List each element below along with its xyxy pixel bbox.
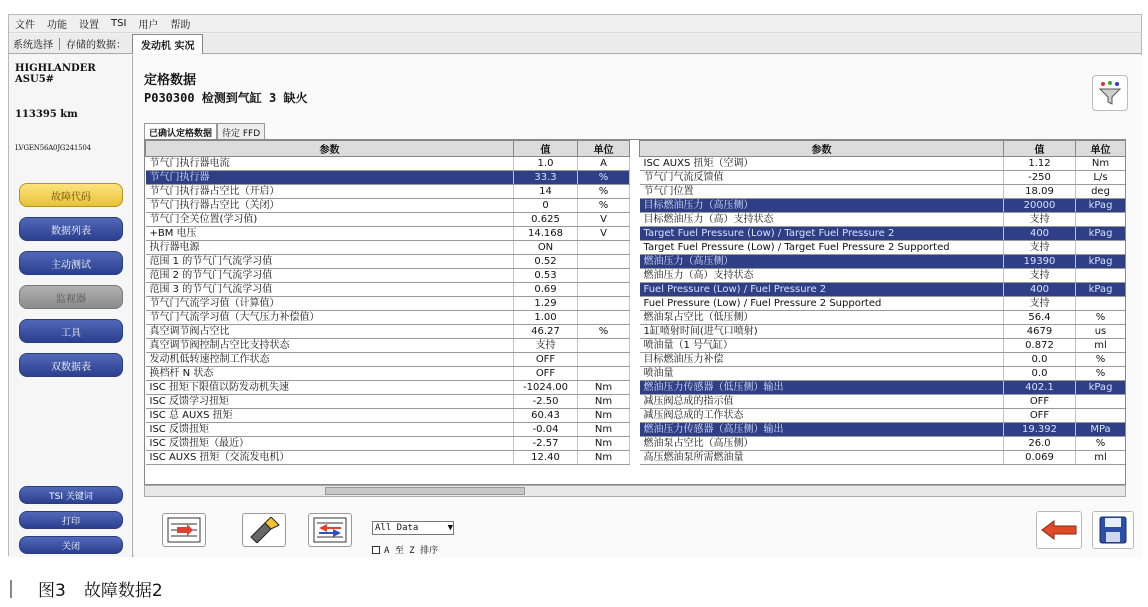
- table-row[interactable]: [640, 227, 1126, 241]
- menu-bar: [9, 15, 1141, 33]
- value-cell: -250: [1004, 171, 1076, 185]
- table-row[interactable]: [146, 395, 630, 409]
- value-cell: 400: [1004, 283, 1076, 297]
- param-cell: 节气门位置: [640, 185, 1004, 199]
- unit-cell: ml: [1076, 451, 1126, 465]
- unit-cell: ml: [1076, 339, 1126, 353]
- bottom-toolbar: [134, 507, 1142, 557]
- table-row[interactable]: [146, 171, 630, 185]
- unit-cell: V: [578, 227, 630, 241]
- scrollbar-thumb[interactable]: [325, 487, 525, 495]
- menu-tsi[interactable]: TSI: [111, 18, 127, 29]
- print-button[interactable]: 打印: [19, 511, 123, 529]
- filter-icon: [1097, 80, 1123, 106]
- main-panel: [134, 55, 1142, 557]
- unit-cell: [578, 283, 630, 297]
- value-cell: 支持: [1004, 241, 1076, 255]
- param-cell: 节气门执行器占空比（关闭）: [146, 199, 514, 213]
- nav-divider: [59, 38, 60, 50]
- value-cell: 400: [1004, 227, 1076, 241]
- monitor-button[interactable]: 监视器: [19, 285, 123, 309]
- param-cell: 燃油压力传感器（高压侧）输出: [640, 423, 1004, 437]
- table-row[interactable]: [640, 451, 1126, 465]
- data-list-button[interactable]: 数据列表: [19, 217, 123, 241]
- unit-cell: [1076, 241, 1126, 255]
- sort-checkbox[interactable]: [372, 546, 380, 554]
- table-row[interactable]: [640, 297, 1126, 311]
- unit-cell: [578, 241, 630, 255]
- unit-cell: %: [578, 199, 630, 213]
- param-cell: 范围 3 的节气门气流学习值: [146, 283, 514, 297]
- unit-cell: us: [1076, 325, 1126, 339]
- app-window: [8, 14, 1142, 556]
- param-cell: 减压阀总成的指示值: [640, 395, 1004, 409]
- unit-cell: [1076, 409, 1126, 423]
- table-row[interactable]: [146, 339, 630, 353]
- value-cell: 0.0: [1004, 367, 1076, 381]
- unit-cell: [578, 269, 630, 283]
- unit-cell: [1076, 213, 1126, 227]
- value-cell: 0.69: [514, 283, 578, 297]
- tsi-keyword-button[interactable]: TSI 关键词: [19, 486, 123, 504]
- table-row[interactable]: [146, 423, 630, 437]
- param-cell: 执行器电源: [146, 241, 514, 255]
- table-row[interactable]: [146, 255, 630, 269]
- column-header-param[interactable]: 参数: [640, 141, 1004, 157]
- param-cell: Fuel Pressure (Low) / Fuel Pressure 2: [640, 283, 1004, 297]
- value-cell: 14: [514, 185, 578, 199]
- table-row[interactable]: [640, 269, 1126, 283]
- dtc-subtitle: P030300 检测到气缸 3 缺火: [144, 91, 308, 105]
- param-cell: 范围 1 的节气门气流学习值: [146, 255, 514, 269]
- vehicle-info: [9, 55, 132, 160]
- tab-confirmed-ffd[interactable]: 已确认定格数据: [144, 123, 217, 139]
- column-header-param[interactable]: 参数: [146, 141, 514, 157]
- unit-cell: [578, 255, 630, 269]
- vehicle-mileage: 113395 km: [15, 109, 78, 120]
- value-cell: 4679: [1004, 325, 1076, 339]
- breadcrumb: [9, 34, 1141, 54]
- unit-cell: kPag: [1076, 255, 1126, 269]
- param-cell: 真空调节阀控制占空比支持状态: [146, 339, 514, 353]
- value-cell: 支持: [514, 339, 578, 353]
- param-cell: 喷油量（1 号气缸）: [640, 339, 1004, 353]
- value-cell: 支持: [1004, 213, 1076, 227]
- unit-cell: [1076, 269, 1126, 283]
- tab-pending-ffd[interactable]: 待定 FFD: [217, 123, 265, 139]
- param-cell: 节气门执行器电流: [146, 157, 514, 171]
- unit-cell: MPa: [1076, 423, 1126, 437]
- param-cell: ISC 扭矩下限值以防发动机失速: [146, 381, 514, 395]
- column-header-unit[interactable]: 单位: [578, 141, 630, 157]
- table-row[interactable]: [640, 353, 1126, 367]
- vehicle-model: HIGHLANDER ASU5#: [15, 63, 96, 85]
- table-row[interactable]: [640, 395, 1126, 409]
- value-cell: 1.0: [514, 157, 578, 171]
- param-cell: 燃油压力（高压侧）: [640, 255, 1004, 269]
- unit-cell: %: [578, 325, 630, 339]
- param-cell: ISC 反馈扭矩: [146, 423, 514, 437]
- value-cell: 0.52: [514, 255, 578, 269]
- value-cell: 20000: [1004, 199, 1076, 213]
- value-cell: -2.57: [514, 437, 578, 451]
- param-cell: ISC AUXS 扭矩（空调）: [640, 157, 1004, 171]
- data-filter-select[interactable]: [372, 521, 454, 535]
- unit-cell: Nm: [578, 437, 630, 451]
- param-cell: 真空调节阀占空比: [146, 325, 514, 339]
- unit-cell: A: [578, 157, 630, 171]
- value-cell: 19.392: [1004, 423, 1076, 437]
- value-cell: -2.50: [514, 395, 578, 409]
- menu-user[interactable]: 用户: [138, 20, 159, 31]
- table-row[interactable]: [146, 451, 630, 465]
- unit-cell: %: [1076, 367, 1126, 381]
- unit-cell: kPag: [1076, 381, 1126, 395]
- table-row[interactable]: [146, 185, 630, 199]
- table-row[interactable]: [146, 199, 630, 213]
- unit-cell: Nm: [578, 451, 630, 465]
- table-row[interactable]: [146, 283, 630, 297]
- param-cell: ISC 反馈扭矩（最近）: [146, 437, 514, 451]
- param-cell: Fuel Pressure (Low) / Fuel Pressure 2 Supported: [640, 297, 1004, 311]
- data-grid: [144, 139, 1126, 485]
- param-cell: 喷油量: [640, 367, 1004, 381]
- table-row[interactable]: [640, 213, 1126, 227]
- unit-cell: V: [578, 213, 630, 227]
- param-cell: 目标燃油压力（高）支持状态: [640, 213, 1004, 227]
- menu-help[interactable]: 帮助: [170, 20, 191, 31]
- table-row[interactable]: [640, 157, 1126, 171]
- param-cell: 节气门气流学习值（计算值）: [146, 297, 514, 311]
- unit-cell: %: [578, 185, 630, 199]
- param-cell: 发动机低转速控制工作状态: [146, 353, 514, 367]
- value-cell: 0.0: [1004, 353, 1076, 367]
- unit-cell: %: [578, 171, 630, 185]
- column-header-value[interactable]: 值: [514, 141, 578, 157]
- chevron-down-icon: ▼: [447, 523, 453, 533]
- value-cell: -1024.00: [514, 381, 578, 395]
- param-cell: Target Fuel Pressure (Low) / Target Fuel Pressure 2: [640, 227, 1004, 241]
- value-cell: -0.04: [514, 423, 578, 437]
- unit-cell: Nm: [1076, 157, 1126, 171]
- floppy-disk-icon: [1098, 515, 1128, 545]
- compare-button[interactable]: [308, 513, 352, 547]
- sort-label: A 至 Z 排序: [384, 546, 439, 556]
- table-row[interactable]: [146, 325, 630, 339]
- value-cell: 支持: [1004, 297, 1076, 311]
- value-cell: 402.1: [1004, 381, 1076, 395]
- table-row[interactable]: [640, 283, 1126, 297]
- param-cell: 节气门气流学习值（大气压力补偿值）: [146, 311, 514, 325]
- sidebar: [9, 55, 133, 557]
- value-cell: 1.00: [514, 311, 578, 325]
- unit-cell: [578, 339, 630, 353]
- param-cell: 燃油压力传感器（低压侧）输出: [640, 381, 1004, 395]
- value-cell: 0.625: [514, 213, 578, 227]
- param-cell: 目标燃油压力（高压侧）: [640, 199, 1004, 213]
- unit-cell: [578, 367, 630, 381]
- nav-stored-data[interactable]: 存储的数据：: [66, 40, 126, 51]
- value-cell: OFF: [514, 353, 578, 367]
- param-cell: Target Fuel Pressure (Low) / Target Fuel Pressure 2 Supported: [640, 241, 1004, 255]
- unit-cell: kPag: [1076, 283, 1126, 297]
- table-row[interactable]: [640, 367, 1126, 381]
- value-cell: OFF: [1004, 409, 1076, 423]
- value-cell: 14.168: [514, 227, 578, 241]
- arrow-left-icon: [1040, 519, 1078, 541]
- tab-engine-live[interactable]: 发动机 实况: [132, 34, 203, 54]
- unit-cell: [578, 311, 630, 325]
- value-cell: 60.43: [514, 409, 578, 423]
- param-cell: +BM 电压: [146, 227, 514, 241]
- menu-settings[interactable]: 设置: [79, 20, 99, 31]
- unit-cell: %: [1076, 437, 1126, 451]
- param-cell: 燃油压力（高）支持状态: [640, 269, 1004, 283]
- value-cell: 33.3: [514, 171, 578, 185]
- table-row[interactable]: [640, 171, 1126, 185]
- table-row[interactable]: [640, 437, 1126, 451]
- param-cell: ISC 反馈学习扭矩: [146, 395, 514, 409]
- param-cell: 节气门气流反馈值: [640, 171, 1004, 185]
- value-cell: 19390: [1004, 255, 1076, 269]
- value-cell: 46.27: [514, 325, 578, 339]
- param-cell: 换档杆 N 状态: [146, 367, 514, 381]
- unit-cell: kPag: [1076, 199, 1126, 213]
- table-row[interactable]: [146, 227, 630, 241]
- page-title: 定格数据: [144, 73, 197, 88]
- menu-function[interactable]: 功能: [47, 20, 67, 31]
- tools-button[interactable]: 工具: [19, 319, 123, 343]
- param-cell: 目标燃油压力补偿: [640, 353, 1004, 367]
- save-button[interactable]: [1092, 511, 1134, 549]
- dtc-button[interactable]: 故障代码: [19, 183, 123, 207]
- table-row[interactable]: [640, 311, 1126, 325]
- column-header-unit[interactable]: 单位: [1076, 141, 1126, 157]
- close-button[interactable]: 关闭: [19, 536, 123, 554]
- table-row[interactable]: [640, 185, 1126, 199]
- unit-cell: %: [1076, 311, 1126, 325]
- param-cell: 节气门执行器占空比（开启）: [146, 185, 514, 199]
- table-row[interactable]: [146, 241, 630, 255]
- value-cell: 12.40: [514, 451, 578, 465]
- right-data-table: [639, 140, 1126, 465]
- table-row[interactable]: [640, 241, 1126, 255]
- sort-option: [372, 543, 438, 556]
- table-row[interactable]: [640, 381, 1126, 395]
- table-row[interactable]: [640, 409, 1126, 423]
- unit-cell: deg: [1076, 185, 1126, 199]
- swap-icon: [313, 517, 347, 543]
- table-row[interactable]: [146, 269, 630, 283]
- unit-cell: Nm: [578, 409, 630, 423]
- unit-cell: [1076, 395, 1126, 409]
- value-cell: 0.069: [1004, 451, 1076, 465]
- value-cell: 18.09: [1004, 185, 1076, 199]
- param-cell: 节气门全关位置(学习值): [146, 213, 514, 227]
- value-cell: 0.872: [1004, 339, 1076, 353]
- table-row[interactable]: [146, 437, 630, 451]
- unit-cell: Nm: [578, 381, 630, 395]
- column-header-value[interactable]: 值: [1004, 141, 1076, 157]
- param-cell: 减压阀总成的工作状态: [640, 409, 1004, 423]
- param-cell: 燃油泵占空比（低压侧）: [640, 311, 1004, 325]
- table-row[interactable]: [146, 297, 630, 311]
- figure-title: 故障数据2: [83, 581, 163, 601]
- param-cell: 范围 2 的节气门气流学习值: [146, 269, 514, 283]
- unit-cell: [578, 353, 630, 367]
- value-cell: 26.0: [1004, 437, 1076, 451]
- table-row[interactable]: [640, 423, 1126, 437]
- unit-cell: Nm: [578, 395, 630, 409]
- value-cell: 0: [514, 199, 578, 213]
- param-cell: ISC AUXS 扭矩（交流发电机）: [146, 451, 514, 465]
- left-data-table: [145, 140, 630, 465]
- unit-cell: kPag: [1076, 227, 1126, 241]
- caption-divider: [10, 580, 12, 598]
- unit-cell: %: [1076, 353, 1126, 367]
- param-cell: 高压燃油泵所需燃油量: [640, 451, 1004, 465]
- dual-data-button[interactable]: 双数据表: [19, 353, 123, 377]
- figure-number: 图3: [38, 581, 66, 601]
- table-row[interactable]: [640, 339, 1126, 353]
- unit-cell: Nm: [578, 423, 630, 437]
- unit-cell: L/s: [1076, 171, 1126, 185]
- value-cell: 支持: [1004, 269, 1076, 283]
- graph-view-button[interactable]: [162, 513, 206, 547]
- table-row[interactable]: [146, 367, 630, 381]
- vehicle-vin: LVGEN56A0JG241504: [15, 144, 91, 152]
- back-button[interactable]: [1036, 511, 1082, 549]
- filter-button[interactable]: [1092, 75, 1128, 111]
- table-row[interactable]: [640, 255, 1126, 269]
- table-row[interactable]: [640, 199, 1126, 213]
- table-row[interactable]: [146, 409, 630, 423]
- param-cell: 燃油泵占空比（高压侧）: [640, 437, 1004, 451]
- param-cell: 节气门执行器: [146, 171, 514, 185]
- list-graph-icon: [167, 517, 201, 543]
- unit-cell: [1076, 297, 1126, 311]
- horizontal-scrollbar[interactable]: [144, 485, 1126, 497]
- active-test-button[interactable]: 主动测试: [19, 251, 123, 275]
- ffd-tabs: [144, 123, 265, 139]
- value-cell: 0.53: [514, 269, 578, 283]
- figure-caption: [10, 576, 163, 601]
- table-row[interactable]: [146, 353, 630, 367]
- table-row[interactable]: [146, 311, 630, 325]
- snapshot-button[interactable]: [242, 513, 286, 547]
- value-cell: 1.12: [1004, 157, 1076, 171]
- table-row[interactable]: [146, 213, 630, 227]
- param-cell: 1缸喷射时间(进气口喷射): [640, 325, 1004, 339]
- unit-cell: [578, 297, 630, 311]
- value-cell: 56.4: [1004, 311, 1076, 325]
- table-row[interactable]: [146, 157, 630, 171]
- value-cell: OFF: [514, 367, 578, 381]
- value-cell: ON: [514, 241, 578, 255]
- value-cell: 1.29: [514, 297, 578, 311]
- data-filter-value: All Data: [375, 523, 419, 533]
- table-row[interactable]: [640, 325, 1126, 339]
- nav-system-select[interactable]: 系统选择: [13, 40, 53, 51]
- flashlight-icon: [247, 517, 281, 543]
- menu-file[interactable]: 文件: [15, 20, 35, 31]
- value-cell: OFF: [1004, 395, 1076, 409]
- table-row[interactable]: [146, 381, 630, 395]
- param-cell: ISC 总 AUXS 扭矩: [146, 409, 514, 423]
